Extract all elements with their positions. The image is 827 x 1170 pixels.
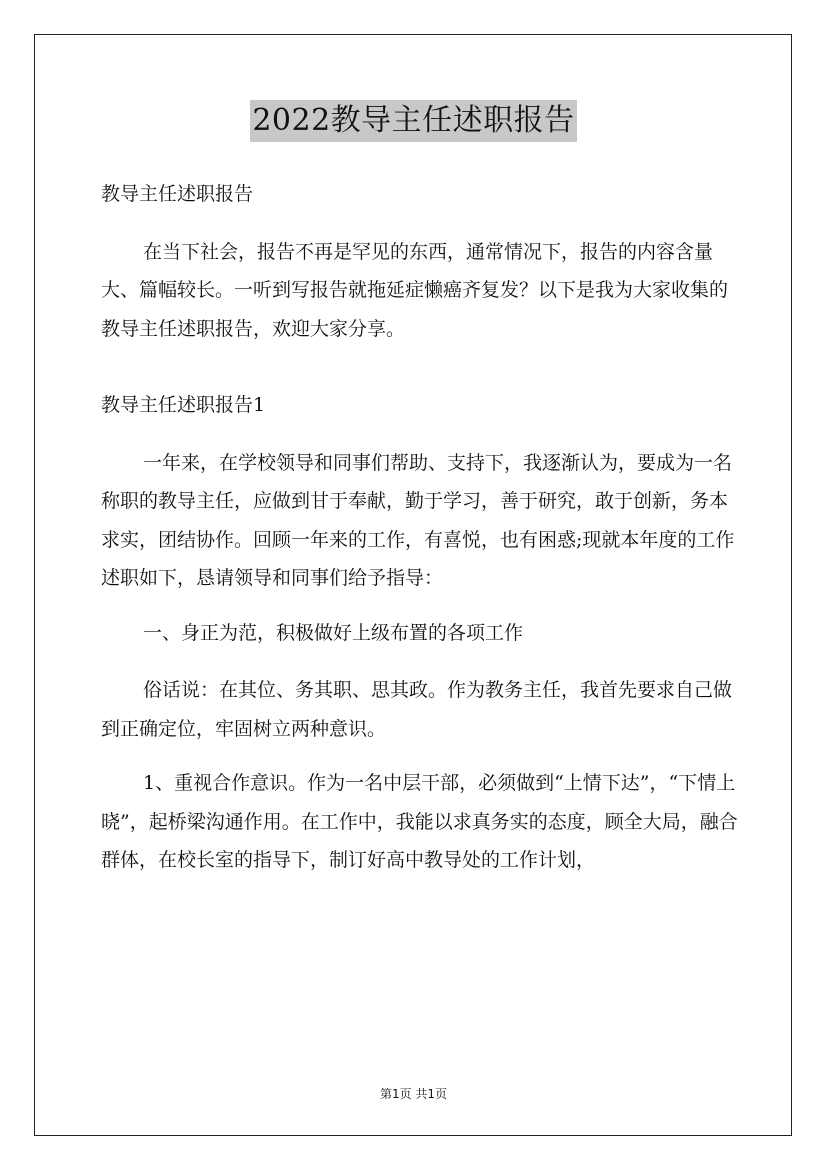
document-title: 2022教导主任述职报告 [250,100,576,142]
section-subheading: 一、身正为范，积极做好上级布置的各项工作 [143,621,524,644]
page-footer: 第1页 共1页 [379,1087,448,1101]
body-paragraph: 1、重视合作意识。作为一名中层干部，必须做到“上情下达”，“下情上晓”，起桥梁沟通作用。在工作中，我能以求真务实的态度，顾全大局，融合群体，在校长室的指导下，制订好高中教导处的工作计划， [101,772,738,871]
body-paragraph: 俗话说：在其位、务其职、思其政。作为教务主任，我首先要求自己做到正确定位，牢固树立两种意识。 [101,679,733,740]
section-heading: 教导主任述职报告1 [101,394,266,416]
body-paragraph: 一年来，在学校领导和同事们帮助、支持下，我逐渐认为，要成为一名称职的教导主任，应做到甘于奉献，勤于学习，善于研究，敢于创新，务本求实，团结协作。回顾一年来的工作，有喜悦，也有困惑;现就本年度的工作述职如下，恳请领导和同事们给予指导： [101,451,735,589]
intro-paragraph: 在当下社会，报告不再是罕见的东西，通常情况下，报告的内容含量大、篇幅较长。一听到写报告就拖延症懒癌齐复发？以下是我为大家收集的教导主任述职报告，欢迎大家分享。 [101,240,729,340]
title-container [0,100,827,142]
document-body [101,175,741,880]
document-subtitle: 教导主任述职报告 [101,183,254,205]
